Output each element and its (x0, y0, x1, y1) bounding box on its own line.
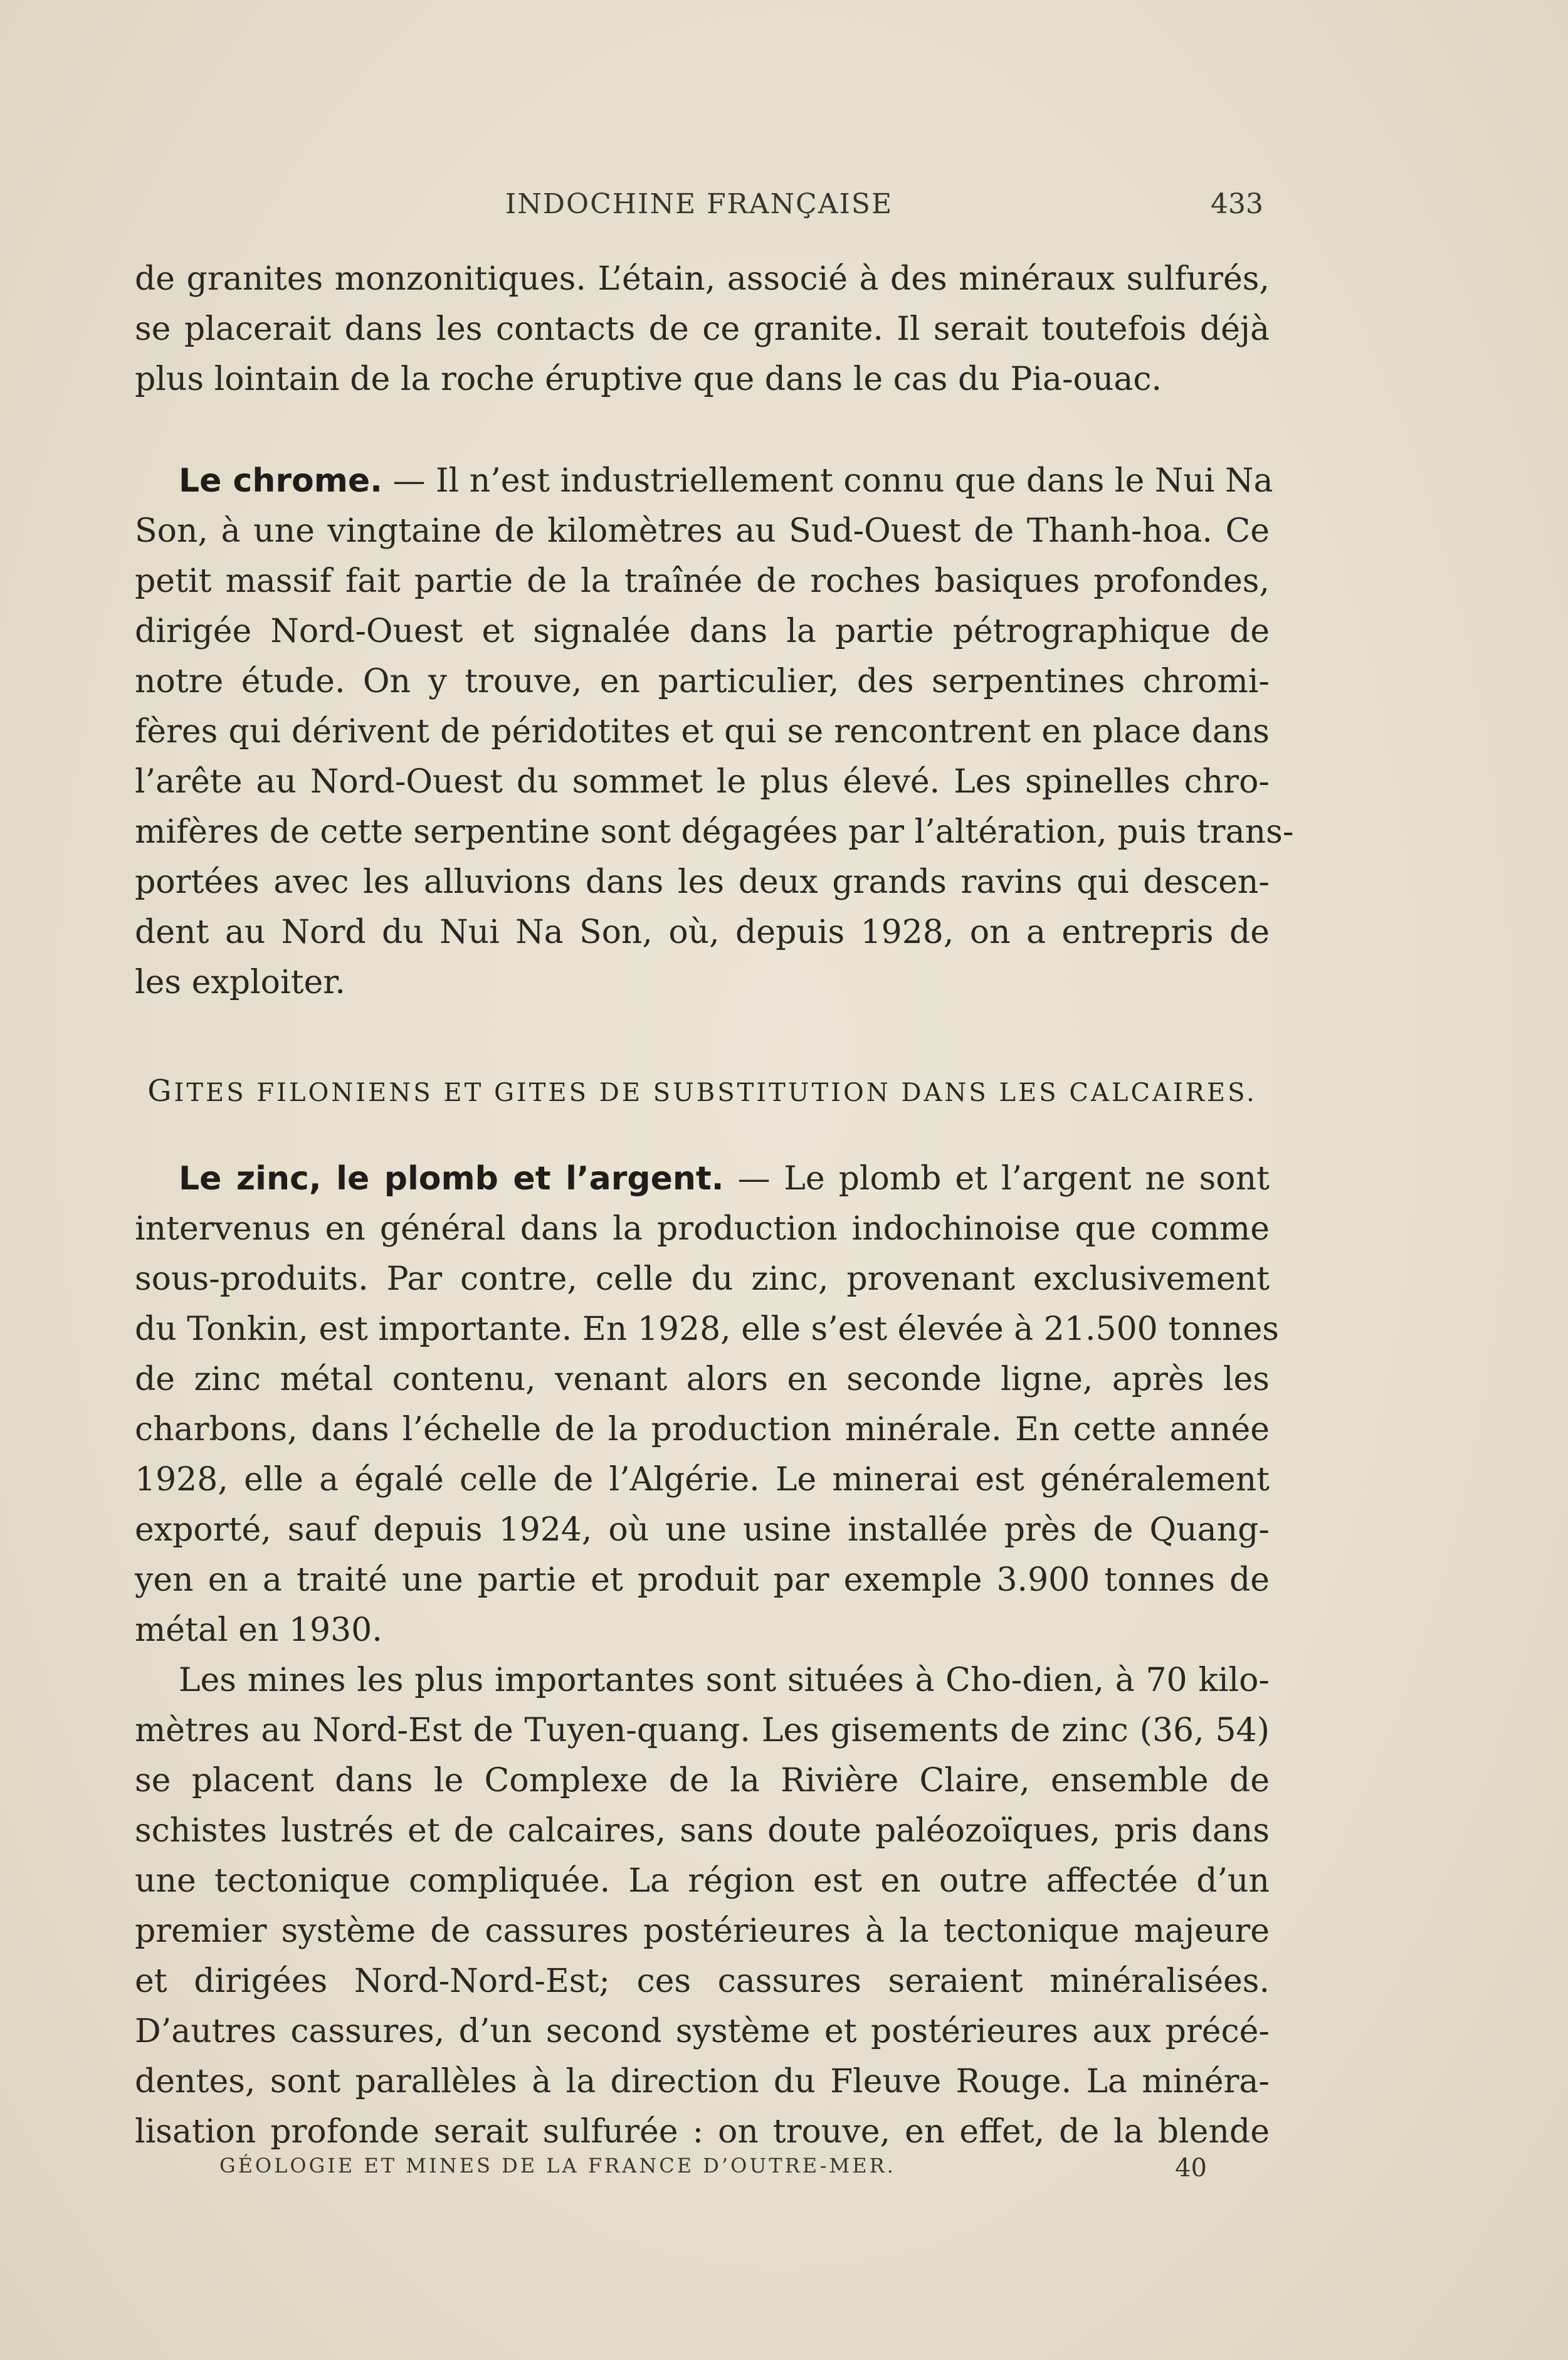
paragraph-title: Le zinc, le plomb et l’argent. (179, 1160, 724, 1198)
text-line: premier système de cassures postérieures à la tectonique majeure (135, 1912, 1270, 1950)
text-line: petit massif fait partie de la traînée de roches basiques profondes, (135, 562, 1270, 600)
text-line: se placent dans le Complexe de la Rivière Claire, ensemble de (135, 1762, 1270, 1799)
paragraph-text: — Le plomb et l’argent ne sont (723, 1160, 1270, 1198)
text-line: 1928, elle a égalé celle de l’Algérie. Le minerai est généralement (135, 1461, 1270, 1499)
paragraph-text: — Il n’est industriellement connu que dans le Nui Na (382, 462, 1273, 500)
text-line: dentes, sont parallèles à la direction du Fleuve Rouge. La minéra- (135, 2063, 1270, 2100)
text-line (135, 456, 1273, 506)
mines-paragraph (135, 1655, 1270, 2157)
text-line: Son, à une vingtaine de kilomètres au Sud-Ouest de Thanh-hoa. Ce (135, 512, 1270, 550)
text-line: exporté, sauf depuis 1924, où une usine installée près de Quang- (135, 1511, 1270, 1549)
paragraph-title: Le chrome. (179, 462, 382, 500)
page-footer (219, 2154, 1207, 2191)
text-line: l’arête au Nord-Ouest du sommet le plus élevé. Les spinelles chro- (135, 763, 1270, 801)
text-line (135, 1154, 1270, 1204)
text-line: notre étude. On y trouve, en particulier, des serpentines chromi- (135, 663, 1270, 700)
text-line: fères qui dérivent de péridotites et qui se rencontrent en place dans (135, 713, 1270, 751)
continuation-paragraph (135, 254, 1270, 404)
text-line: mifères de cette serpentine sont dégagées par l’altération, puis trans- (135, 813, 1294, 851)
text-line: plus lointain de la roche éruptive que dans le cas du Pia-ouac. (135, 361, 1162, 398)
text-line: du Tonkin, est importante. En 1928, elle s’est élevée à 21.500 tonnes (135, 1310, 1279, 1348)
text-line: intervenus en général dans la production indochinoise que comme (135, 1210, 1270, 1248)
section-heading (135, 1073, 1270, 1117)
text-line: dirigée Nord-Ouest et signalée dans la partie pétrographique de (135, 613, 1270, 650)
text-line: charbons, dans l’échelle de la production minérale. En cette année (135, 1411, 1270, 1448)
text-line: schistes lustrés et de calcaires, sans doute paléozoïques, pris dans (135, 1812, 1270, 1850)
section-heading-rest: ITES FILONIENS ET GITES DE SUBSTITUTION DANS LES CALCAIRES. (174, 1078, 1257, 1107)
running-title: INDOCHINE FRANÇAISE (505, 188, 893, 220)
chrome-paragraph (135, 456, 1294, 1008)
footer-text: GÉOLOGIE ET MINES DE LA FRANCE D’OUTRE-MER. (219, 2154, 896, 2178)
text-line: métal en 1930. (135, 1611, 382, 1649)
zinc-paragraph (135, 1154, 1279, 1655)
text-line: une tectonique compliquée. La région est en outre affectée d’un (135, 1862, 1270, 1900)
text-line: mètres au Nord-Est de Tuyen-quang. Les gisements de zinc (36, 54) (135, 1712, 1270, 1749)
page-header (135, 188, 1263, 226)
signature-mark: 40 (1175, 2154, 1207, 2183)
text-line: sous-produits. Par contre, celle du zinc, provenant exclusivement (135, 1260, 1270, 1298)
text-line: et dirigées Nord-Nord-Est; ces cassures seraient minéralisées. (135, 1962, 1270, 2000)
text-line: Les mines les plus importantes sont situées à Cho-dien, à 70 kilo- (179, 1662, 1270, 1699)
text-line: de zinc métal contenu, venant alors en seconde ligne, après les (135, 1361, 1270, 1398)
text-line: les exploiter. (135, 964, 345, 1001)
section-heading-cap: G (147, 1073, 174, 1109)
text-line: de granites monzonitiques. L’étain, associé à des minéraux sulfurés, (135, 260, 1270, 298)
text-line: portées avec les alluvions dans les deux grands ravins qui descen- (135, 863, 1270, 901)
text-line: lisation profonde serait sulfurée : on trouve, en effet, de la blende (135, 2113, 1270, 2151)
text-line: D’autres cassures, d’un second système et postérieures aux précé- (135, 2013, 1270, 2050)
text-line: dent au Nord du Nui Na Son, où, depuis 1928, on a entrepris de (135, 914, 1270, 951)
text-line: yen en a traité une partie et produit par exemple 3.900 tonnes de (135, 1561, 1270, 1599)
text-line: se placerait dans les contacts de ce granite. Il serait toutefois déjà (135, 310, 1270, 348)
page-number: 433 (1211, 188, 1263, 220)
